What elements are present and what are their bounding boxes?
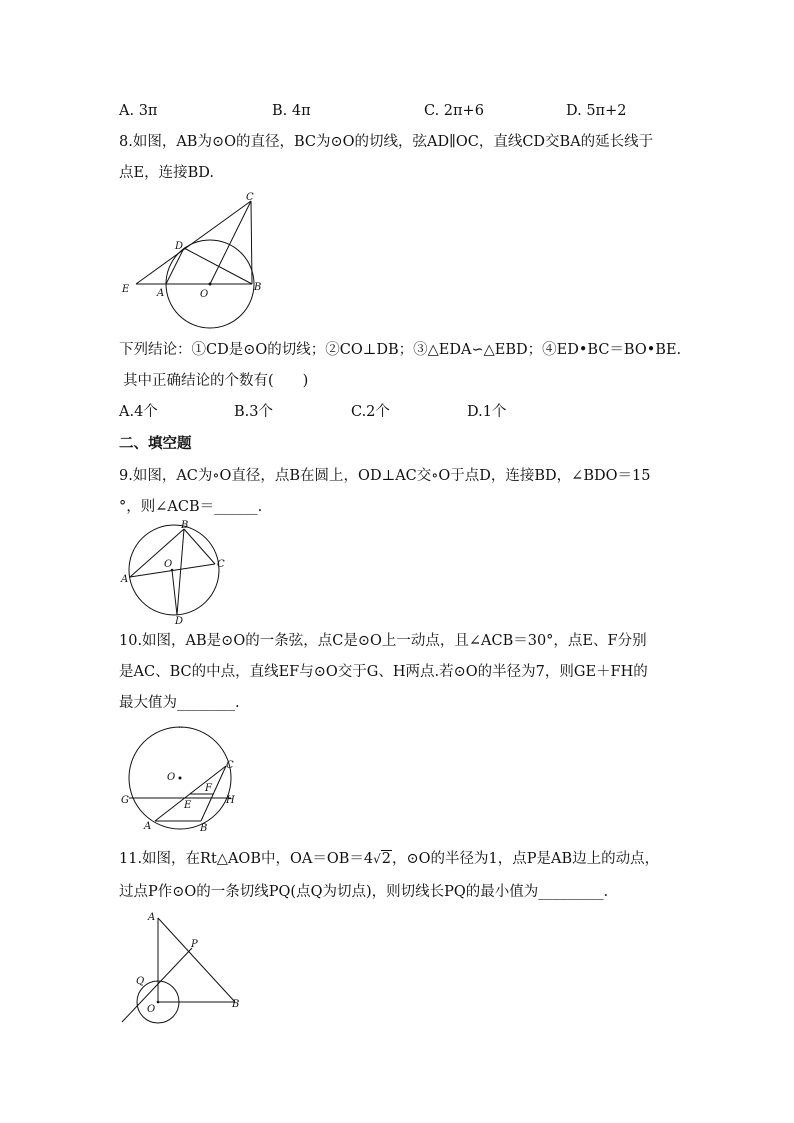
q8-question: 其中正确结论的个数有( ) bbox=[123, 373, 309, 389]
q11-label-b: B bbox=[232, 999, 240, 1010]
q9-label-b: B bbox=[181, 520, 189, 531]
section-title: 二、填空题 bbox=[119, 435, 192, 452]
q8-line-ec bbox=[136, 201, 251, 284]
q11-line-ab bbox=[158, 918, 235, 1002]
q8-option-a: A.4个 bbox=[119, 404, 158, 420]
q11-label-o: O bbox=[147, 1004, 156, 1015]
q8-conclusions: 下列结论：①CD是⊙O的切线；②CO⊥DB；③△EDA∽△EBD；④ED•BC＝BO•BE. bbox=[119, 342, 682, 358]
q7-option-c: C. 2π+6 bbox=[424, 103, 484, 119]
q11-label-p: P bbox=[191, 939, 198, 950]
q10-label-a: A bbox=[144, 821, 152, 832]
q9-line-bd bbox=[177, 529, 184, 615]
q8-label-e: E bbox=[122, 284, 130, 295]
q8-center-dot bbox=[209, 283, 212, 286]
q10-text-line1: 10.如图，AB是⊙O的一条弦，点C是⊙O上一动点，且∠ACB＝30°，点E、F分别 bbox=[119, 633, 647, 649]
q10-label-c: C bbox=[226, 760, 234, 771]
q11-line1-post: ，⊙O的半径为1，点P是AB边上的动点， bbox=[392, 851, 660, 867]
q10-label-e: E bbox=[184, 800, 192, 811]
q10-label-h: H bbox=[226, 795, 235, 806]
q10-label-b: B bbox=[200, 823, 208, 834]
q10-text-line2: 是AC、BC的中点，直线EF与⊙O交于G、H两点.若⊙O的半径为7，则GE＋FH的 bbox=[119, 664, 648, 680]
q11-line-tangent bbox=[122, 948, 192, 1022]
q8-label-b: B bbox=[254, 282, 262, 293]
q11-text-line1: 11.如图，在Rt△AOB中，OA＝OB＝4√2，⊙O的半径为1，点P是AB边上的动点， bbox=[119, 851, 660, 867]
q10-text-line3: 最大值为________. bbox=[119, 695, 240, 711]
q8-line-bc bbox=[251, 201, 252, 284]
q10-label-dots: .. bbox=[178, 721, 184, 730]
q11-label-q: Q bbox=[136, 976, 145, 987]
q9-label-a: A bbox=[121, 574, 129, 585]
q7-option-b: B. 4π bbox=[272, 103, 311, 119]
q11-sqrt: 2 bbox=[381, 851, 391, 867]
q9-text-line1: 9.如图，AC为∘O直径，点B在圆上，OD⊥AC交∘O于点D，连接BD，∠BDO＝15 bbox=[119, 468, 651, 484]
q8-label-a: A bbox=[157, 288, 165, 299]
q8-figure bbox=[118, 192, 318, 332]
q9-label-o: O bbox=[164, 559, 173, 570]
q10-label-g: G bbox=[121, 795, 129, 806]
q8-label-d: D bbox=[175, 241, 184, 252]
q9-label-d: D bbox=[175, 616, 184, 627]
q9-text-line2: °，则∠ACB＝______. bbox=[119, 499, 263, 515]
q8-option-b: B.3个 bbox=[234, 404, 273, 420]
q8-line-oc bbox=[210, 201, 251, 284]
q10-center-dot bbox=[179, 777, 182, 780]
q10-label-o: O bbox=[167, 772, 176, 783]
q8-option-d: D.1个 bbox=[467, 404, 507, 420]
q9-label-c: C bbox=[217, 559, 225, 570]
q8-text-line1: 8.如图，AB为⊙O的直径，BC为⊙O的切线，弦AD∥OC，直线CD交BA的延长线于 bbox=[119, 134, 654, 150]
q11-figure bbox=[118, 910, 258, 1020]
q7-option-d: D. 5π+2 bbox=[566, 103, 627, 119]
q8-text-line2: 点E，连接BD. bbox=[119, 165, 214, 181]
q8-label-o: O bbox=[200, 289, 209, 300]
q9-line-od bbox=[172, 570, 177, 615]
q9-figure bbox=[118, 520, 228, 627]
q11-text-line2: 过点P作⊙O的一条切线PQ(点Q为切点)，则切线长PQ的最小值为_________. bbox=[119, 884, 609, 900]
q8-option-c: C.2个 bbox=[351, 404, 390, 420]
q11-label-a: A bbox=[148, 912, 156, 923]
q8-label-c: C bbox=[246, 192, 254, 203]
q10-label-f: F bbox=[205, 783, 212, 794]
q8-line-ad bbox=[166, 248, 184, 284]
q11-line1-pre: 11.如图，在Rt△AOB中，OA＝OB＝4 bbox=[119, 851, 374, 867]
q11-center-dot bbox=[157, 1001, 160, 1004]
q9-line-bc bbox=[184, 529, 215, 564]
q10-figure bbox=[118, 718, 248, 838]
q7-option-a: A. 3π bbox=[119, 103, 158, 119]
